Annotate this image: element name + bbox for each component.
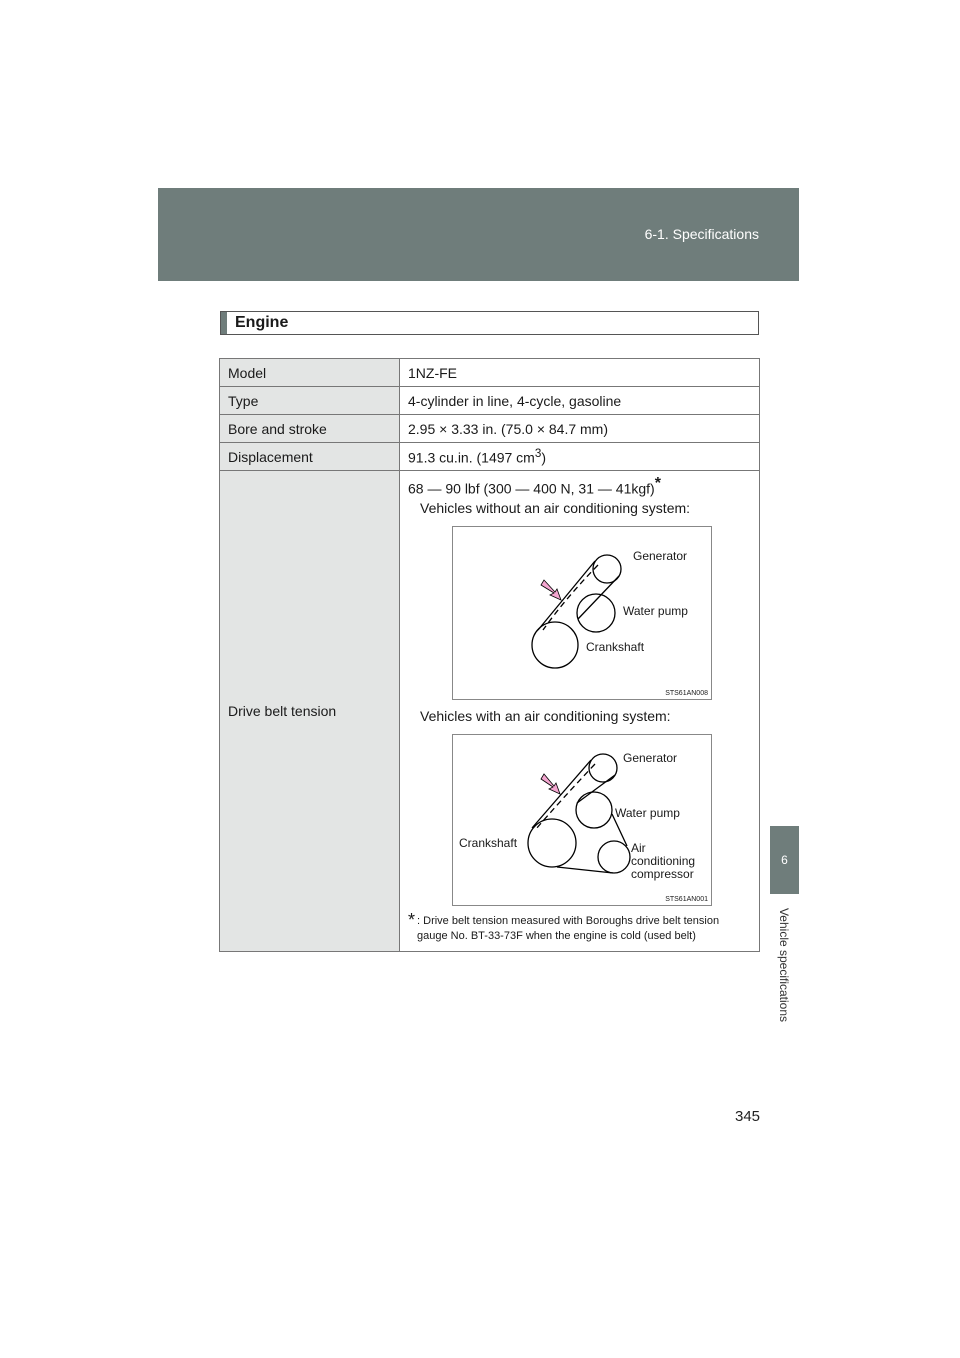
crankshaft-label: Crankshaft [586,639,645,654]
chapter-number: 6 [781,853,788,867]
row-value [400,471,760,952]
row-label: Type [220,387,400,415]
section-title [220,311,759,335]
ac-compressor-label [631,842,695,881]
row-value: 2.95 × 3.33 in. (75.0 × 84.7 mm) [400,415,760,443]
footnote-text: : Drive belt tension measured with Boroughs drive belt tension gauge No. BT-33-73F when the engine is cold (used belt) [417,914,720,942]
section-title-bar [221,312,227,334]
section-title-text: Engine [235,314,289,331]
water-pump-label: Water pump [615,805,680,820]
row-value [400,443,760,471]
pink-arrow-icon [541,774,560,794]
chapter-label: Vehicle specifications [777,907,791,1023]
header-section-title: 6-1. Specifications [644,226,759,242]
water-pump-pulley [576,792,612,828]
footnote-star: * [408,909,416,930]
table-row [220,387,760,415]
row-label: Bore and stroke [220,415,400,443]
table-row [220,359,760,387]
displacement-superscript: 3 [534,447,542,461]
diagram-code: STS61AN001 [665,895,708,903]
with-ac-title: Vehicles with an air conditioning system: [420,707,671,724]
crankshaft-pulley [528,819,576,867]
header-band [158,188,799,281]
water-pump-label: Water pump [623,603,688,618]
row-value: 4-cylinder in line, 4-cycle, gasoline [400,387,760,415]
chapter-tab [770,826,799,894]
without-ac-title: Vehicles without an air conditioning system: [420,499,691,516]
belt-upper-right-span [577,775,615,803]
crankshaft-label: Crankshaft [459,835,518,850]
belt-tension-text: 68 — 90 lbf (300 — 400 N, 31 — 41kgf) [408,480,655,497]
belt-tension-star: * [654,475,661,492]
ac-label-line2: conditioning [631,853,696,868]
generator-label: Generator [633,548,688,563]
belt-tension-value [408,475,751,497]
row-label: Model [220,359,400,387]
belt-diagram-without-ac [452,526,712,700]
belt-diagram-with-ac [452,734,712,906]
generator-pulley [589,754,617,782]
row-label: Drive belt tension [220,471,400,952]
generator-label: Generator [623,750,678,765]
diagram-code: STS61AN008 [665,689,708,697]
table-row [220,471,760,952]
belt-deflection-line [543,565,598,630]
pink-arrow-icon [541,580,561,600]
belt-left-span [538,561,595,630]
engine-spec-table [219,358,760,952]
row-value: 1NZ-FE [400,359,760,387]
footnote [408,909,751,944]
ac-label-line3: compressor [631,866,694,881]
belt-left-span [532,760,591,828]
displacement-value-end: ) [541,449,547,466]
table-row [220,415,760,443]
ac-compressor-pulley [598,841,630,873]
row-label: Displacement [220,443,400,471]
ac-label-line1: Air [631,840,646,855]
page-number: 345 [735,1108,761,1125]
displacement-value: 91.3 cu.in. (1497 cm [408,449,535,466]
table-row [220,443,760,471]
